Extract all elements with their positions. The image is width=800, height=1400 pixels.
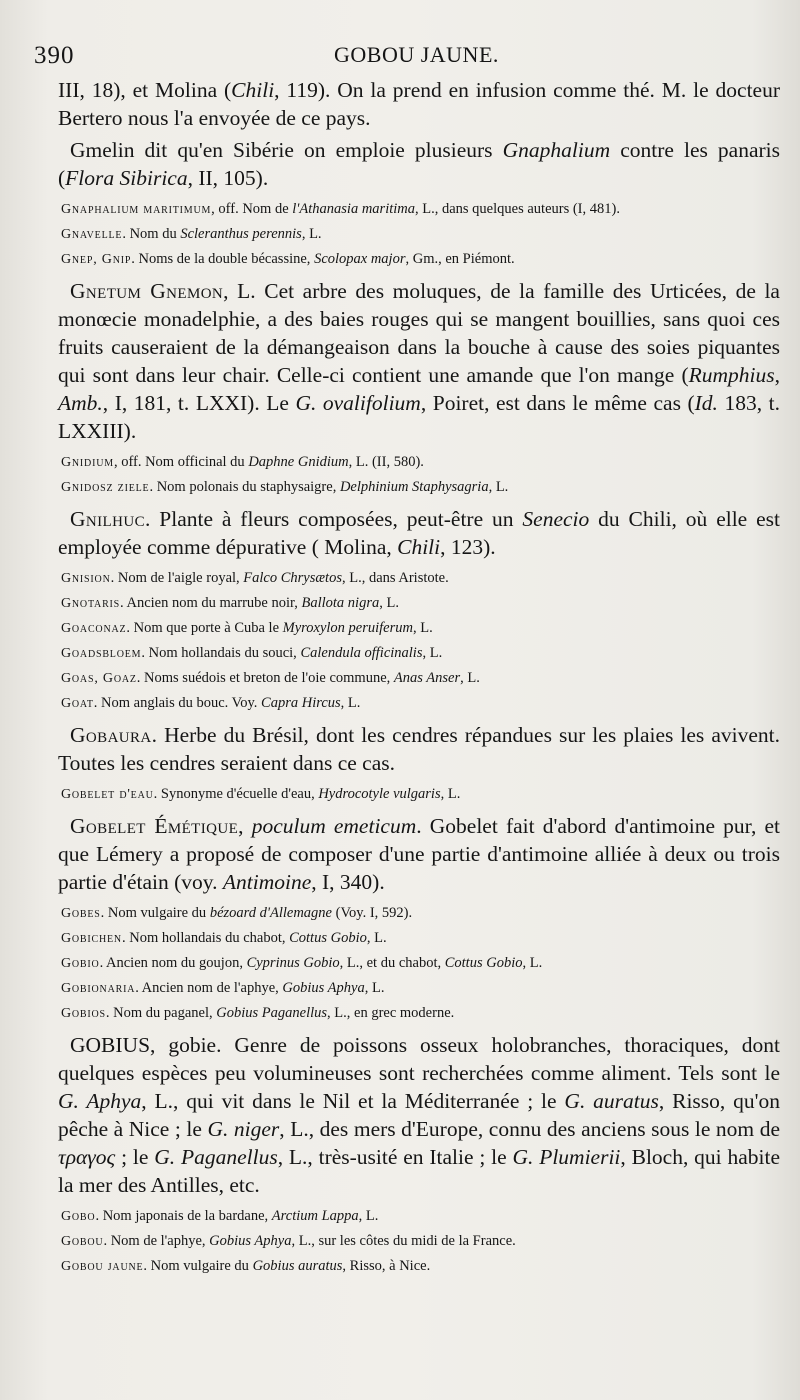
italic-text: Gobius Aphya [209,1233,292,1249]
entry-text: du Chili, où elle est employée comme dépurative ( Molina, [58,507,780,559]
main-entry [58,812,780,896]
minor-entry [61,224,780,245]
entry-text: GOBIUS, gobie. Genre de poissons osseux holobranches, thoraciques, dont quelques espèces peu volumineuses sont recherchées comme aliment. Tels sont le [58,1033,780,1085]
entry-term: Gobios [61,1006,106,1021]
entry-text: , Gm., en Piémont. [405,251,515,267]
italic-text: G. niger [207,1117,280,1141]
entry-text: . Ancien nom de l'aphye, [135,980,283,996]
page-number: 390 [34,42,75,69]
minor-entry [61,1231,780,1252]
entry-text: . Nom que porte à Cuba le [126,620,283,636]
main-entry [58,721,780,777]
minor-entry [61,978,780,999]
entry-text: , L. [379,595,399,611]
italic-text: l'Athanasia maritima [292,201,415,217]
entry-text: , off. Nom de [211,201,293,217]
entry-text: . Gobelet fait d'abord d'antimoine pur, et que Lémery a proposé de composer d'une partie d'antimoine alliée à deux ou trois partie d'étain (voy. [58,814,781,894]
minor-entry [61,928,780,949]
entry-term: Gobou jaune [61,1259,144,1274]
entry-term: Gobio [61,956,100,971]
entry-text: . Plante à fleurs composées, peut-être un [145,507,523,531]
entry-text: III, 18), et Molina ( [58,78,232,102]
running-title: GOBOU JAUNE. [334,42,499,67]
italic-text: Rumphius [688,363,775,387]
entry-text: , 119). On la prend en infusion comme thé. M. le docteur Bertero nous l'a envoyée de ce pays. [58,78,781,130]
entry-text: , L., et du chabot, [339,955,445,971]
minor-entry [61,249,780,270]
entry-text: , [238,814,252,838]
entry-text: . Nom vulgaire du [143,1258,253,1274]
entry-text: . Nom japonais de la bardane, [95,1208,272,1224]
entry-text: . Nom anglais du bouc. Voy. [93,695,262,711]
entry-text: , L., très-usité en Italie ; le [277,1145,513,1169]
entry-text: . Nom de l'aphye, [103,1233,210,1249]
entry-text: , L., dans Aristote. [341,570,449,586]
entry-text: . Nom du [122,226,181,242]
italic-text: Id. [694,391,718,415]
entry-text: ; le [115,1145,155,1169]
entry-text: , L., en grec moderne. [327,1005,455,1021]
entry-text: , Bloch, qui habite la mer des Antilles, etc. [58,1145,780,1197]
italic-text: Gobius Aphya [282,980,365,996]
minor-entry [61,568,780,589]
entry-term: Gobo [61,1209,96,1224]
entry-term: Goadsbloem [61,646,142,661]
italic-text: Gobius Paganellus [216,1005,328,1021]
italic-text: Chili [397,535,441,559]
entry-text: , Risso, à Nice. [342,1258,431,1274]
entry-term: Gnep, Gnip [61,252,132,267]
minor-entry [61,452,780,473]
italic-text: Senecio [522,507,590,531]
italic-text: Chili [231,78,275,102]
entry-text: . Nom de l'aigle royal, [110,570,244,586]
entry-text: , L. [440,786,461,802]
entry-term: Gobichen [61,931,122,946]
entry-text: , L., sur les côtes du midi de la France. [291,1233,516,1249]
entry-text: , L. [366,930,387,946]
entry-term: Gnaphalium maritimum [61,202,212,217]
entry-text: , I, 340). [311,870,385,894]
main-entry [58,136,780,192]
italic-text: G. Plumierii [512,1145,621,1169]
entry-text: , L., qui vit dans le Nil et la Méditerranée ; le [141,1089,565,1113]
italic-text: Anas Anser [393,670,461,686]
entry-text: . Ancien nom du goujon, [99,955,247,971]
entry-term: Gnetum Gnemon [70,279,224,303]
italic-text: Daphne Gnidium [248,454,349,470]
entry-term: Gnotaris [61,596,121,611]
entry-text: . Nom du paganel, [105,1005,217,1021]
italic-text: τραγος [58,1145,116,1169]
italic-text: G. ovalifolium [295,391,421,415]
entry-text: . Nom polonais du staphysaigre, [149,479,340,495]
minor-entry [61,693,780,714]
entry-text: , 123). [440,535,496,559]
italic-text: Falco Chrysætos [243,570,342,586]
entry-text: , L. [301,226,322,242]
entry-text: Gmelin dit qu'en Sibérie on emploie plusieurs [70,138,503,162]
minor-entry [61,477,780,498]
italic-text: Flora Sibirica [65,166,188,190]
main-entry [58,1031,780,1199]
entry-text: , L. [460,670,480,686]
entry-text: , L., dans quelques auteurs (I, 481). [415,201,620,217]
italic-text: G. Aphya [58,1089,142,1113]
italic-text: Scolopax major [314,251,406,267]
minor-entry [61,953,780,974]
entry-term: Gobelet d'eau [61,787,154,802]
entry-term: Gnision [61,571,111,586]
italic-text: Arctium Lappa [271,1208,359,1224]
entry-text: , I, 181, t. LXXI). Le [102,391,296,415]
entry-text: , [774,363,780,387]
italic-text: Cottus Gobio [289,930,367,946]
entry-text: , Risso, qu'on pêche à Nice ; le [58,1089,781,1141]
entry-text: . Nom hollandais du souci, [141,645,301,661]
entry-term: Goaconaz [61,621,127,636]
main-entry [58,76,780,132]
italic-text: Scleranthus perennis [180,226,302,242]
entry-text: . Noms suédois et breton de l'oie commune, [136,670,394,686]
italic-text: G. auratus [564,1089,659,1113]
dictionary-entries [58,76,780,1380]
entry-term: Goat [61,696,94,711]
italic-text: Antimoine [222,870,312,894]
italic-text: Delphinium Staphysagria [339,479,489,495]
entry-term: Gnidosz ziele [61,480,150,495]
entry-text: , L. [358,1208,379,1224]
entry-text: . Noms de la double bécassine, [131,251,315,267]
entry-text: , II, 105). [187,166,269,190]
minor-entry [61,618,780,639]
entry-text: , L. [422,645,443,661]
entry-text: , L. [413,620,433,636]
entry-text: , L. [340,695,361,711]
italic-text: Cyprinus Gobio [246,955,340,971]
page-header [34,42,776,78]
entry-term: Gnidium [61,455,114,470]
italic-text: Gnaphalium [502,138,611,162]
entry-text: . Nom vulgaire du [100,905,210,921]
italic-text: G. Paganellus [154,1145,278,1169]
italic-text: bézoard d'Allemagne [209,905,332,921]
minor-entry [61,1003,780,1024]
entry-text: . Synonyme d'écuelle d'eau, [153,786,319,802]
entry-term: Gobelet Émétique [70,814,239,838]
entry-text: , L. (II, 580). [348,454,424,470]
entry-text: . Nom hollandais du chabot, [121,930,290,946]
main-entry [58,505,780,561]
entry-term: Goas, Goaz [61,671,137,686]
entry-text: , L. [488,479,509,495]
minor-entry [61,1206,780,1227]
entry-text: , L., des mers d'Europe, connu des anciens sous le nom de [279,1117,780,1141]
italic-text: Amb. [58,391,103,415]
minor-entry [61,199,780,220]
minor-entry [61,668,780,689]
entry-text: 183, t. LXXIII). [58,391,780,443]
italic-text: Ballota nigra [301,595,380,611]
entry-term: Gobionaria [61,981,136,996]
minor-entry [61,903,780,924]
main-entry [58,277,780,445]
entry-term: Gnavelle [61,227,123,242]
entry-text: . Herbe du Brésil, dont les cendres répandues sur les plaies les avivent. Toutes les cendres seraient dans ce cas. [58,723,780,775]
entry-term: Gobou [61,1234,104,1249]
entry-text: , L. Cet arbre des moluques, de la famille des Urticées, de la monœcie monadelphie, a des baies rouges qui se mangent bouillies, sans quoi ces fruits causeraient de la démangeaison dans la bouche à cause des soies piquantes qui sont dans leur chair. Celle-ci contient une amande que l'on mange ( [58,279,780,387]
entry-text: . Ancien nom du marrube noir, [120,595,302,611]
entry-text: contre les panaris ( [58,138,781,190]
minor-entry [61,1256,780,1277]
entry-text: , off. Nom officinal du [113,454,249,470]
minor-entry [61,593,780,614]
italic-text: Hydrocotyle vulgaris [318,786,441,802]
entry-text: (Voy. I, 592). [331,905,413,921]
entry-term: Gobaura [70,723,152,747]
minor-entry [61,784,780,805]
entry-text: , Poiret, est dans le même cas ( [420,391,695,415]
entry-term: Gnilhuc [70,507,145,531]
entry-text: , L. [522,955,543,971]
italic-text: Capra Hircus [261,695,341,711]
italic-text: Calendula officinalis [300,645,423,661]
entry-term: Gobes [61,906,101,921]
italic-text: Cottus Gobio [444,955,523,971]
minor-entry [61,643,780,664]
italic-text: poculum emeticum [251,814,417,838]
entry-text: , L. [364,980,385,996]
italic-text: Gobius auratus [252,1258,343,1274]
italic-text: Myroxylon peruiferum [282,620,413,636]
